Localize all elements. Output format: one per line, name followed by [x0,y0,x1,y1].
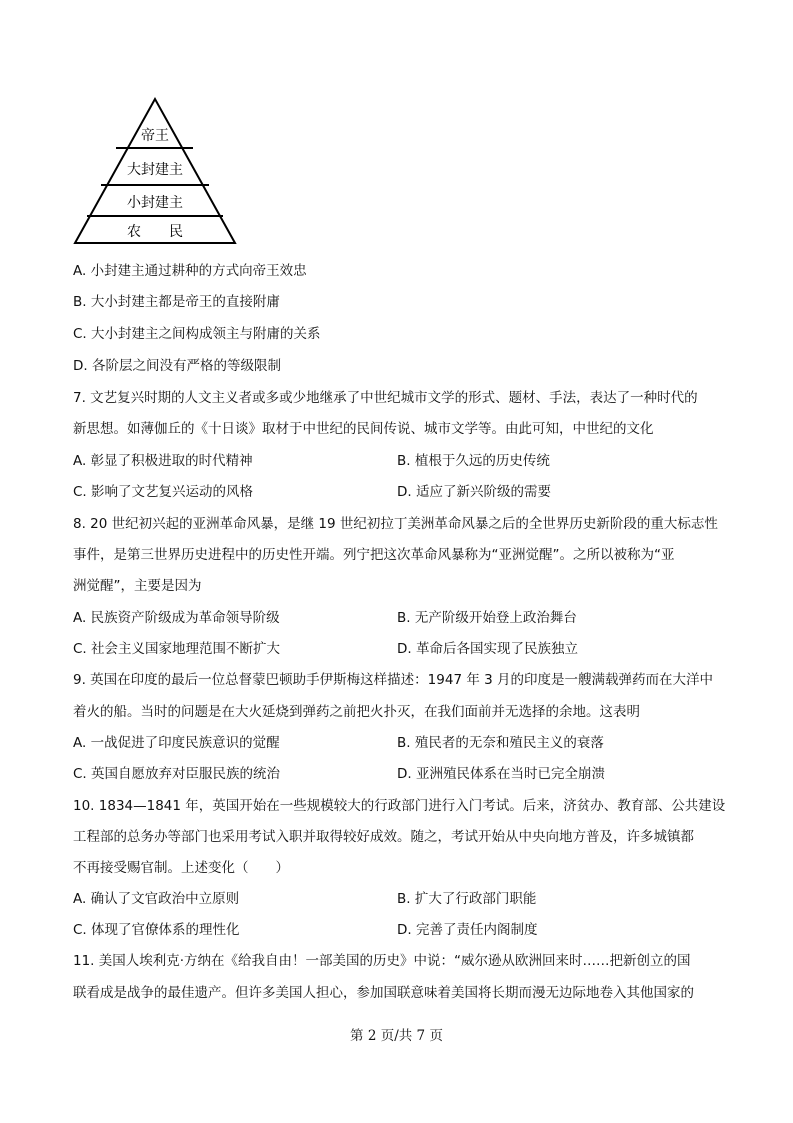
page-number: 第 2 页/共 7 页 [350,1028,443,1044]
q8-option-d: D. 革命后各国实现了民族独立 [397,641,578,657]
pyramid-level-great-lords: 大封建主 [127,162,183,178]
q9-option-d: D. 亚洲殖民体系在当时已完全崩溃 [397,766,605,782]
pyramid-level-emperor: 帝王 [141,128,169,144]
q9-option-a: A. 一战促进了印度民族意识的觉醒 [73,735,280,751]
q7-option-b: B. 植根于久远的历史传统 [397,453,550,469]
q10-option-c: C. 体现了官僚体系的理性化 [73,922,240,938]
q6-option-b: B. 大小封建主都是帝王的直接附庸 [73,294,280,310]
q10-option-a: A. 确认了文官政治中立原则 [73,891,240,907]
q7-stem-line: 新思想。如薄伽丘的《十日谈》取材于中世纪的民间传说、城市文学等。由此可知，中世纪的文化 [73,421,654,437]
q7-option-d: D. 适应了新兴阶级的需要 [397,484,551,500]
q8-stem-line: 洲觉醒”，主要是因为 [73,578,202,594]
q6-option-c: C. 大小封建主之间构成领主与附庸的关系 [73,326,321,342]
q11-stem-line: 11. 美国人埃利克·方纳在《给我自由！一部美国的历史》中说：“威尔逊从欧洲回来时……把新创立的国 [73,953,691,969]
q6-option-a: A. 小封建主通过耕种的方式向帝王效忠 [73,263,307,279]
q7-stem-line: 7. 文艺复兴时期的人文主义者或多或少地继承了中世纪城市文学的形式、题材、手法，表达了一种时代的 [73,390,698,406]
q8-option-b: B. 无产阶级开始登上政治舞台 [397,610,577,626]
q8-option-a: A. 民族资产阶级成为革命领导阶级 [73,610,280,626]
q8-stem-line: 8. 20 世纪初兴起的亚洲革命风暴，是继 19 世纪初拉丁美洲革命风暴之后的全世界历史新阶段的重大标志性 [73,516,718,532]
q11-stem-line: 联看成是战争的最佳遗产。但许多美国人担心，参加国联意味着美国将长期而漫无边际地卷入其他国家的 [73,985,694,1001]
pyramid-level-peasants: 农 民 [127,224,183,240]
q8-option-c: C. 社会主义国家地理范围不断扩大 [73,641,281,657]
q7-option-a: A. 彰显了积极进取的时代精神 [73,453,253,469]
q6-option-d: D. 各阶层之间没有严格的等级限制 [73,358,281,374]
q9-stem-line: 9. 英国在印度的最后一位总督蒙巴顿助手伊斯梅这样描述：1947 年 3 月的印度是一艘满载弹药而在大洋中 [73,672,713,688]
q7-option-c: C. 影响了文艺复兴运动的风格 [73,484,254,500]
q10-option-d: D. 完善了责任内阁制度 [397,922,538,938]
q9-stem-line: 着火的船。当时的问题是在大火延烧到弹药之前把火扑灭，在我们面前并无选择的余地。这表明 [73,704,640,720]
q10-stem-line: 10. 1834—1841 年，英国开始在一些规模较大的行政部门进行入门考试。后来，济贫办、教育部、公共建设 [73,798,726,814]
pyramid-level-lesser-lords: 小封建主 [127,195,183,211]
feudal-hierarchy-pyramid [72,95,240,247]
q10-stem-line: 不再接受赐官制。上述变化（ ） [73,860,289,876]
q9-option-b: B. 殖民者的无奈和殖民主义的衰落 [397,735,604,751]
q10-option-b: B. 扩大了行政部门职能 [397,891,537,907]
q8-stem-line: 事件，是第三世界历史进程中的历史性开端。列宁把这次革命风暴称为“亚洲觉醒”。之所以被称为“亚 [73,547,675,563]
q9-option-c: C. 英国自愿放弃对臣服民族的统治 [73,766,281,782]
q10-stem-line: 工程部的总务办等部门也采用考试入职并取得较好成效。随之，考试开始从中央向地方普及，许多城镇都 [73,829,694,845]
